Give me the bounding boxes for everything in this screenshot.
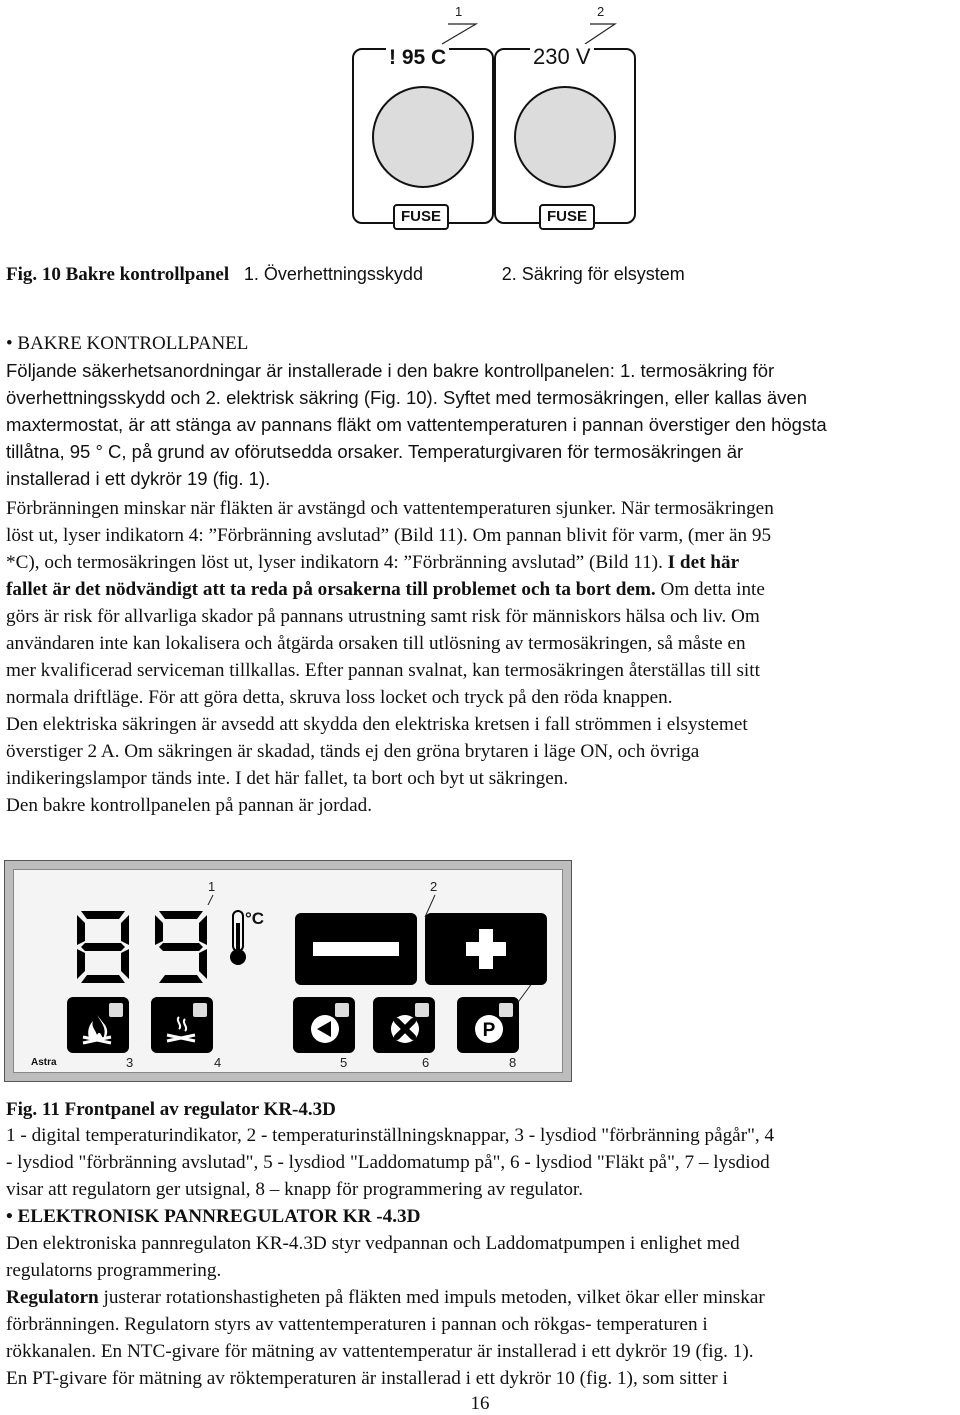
section1-heading: • BAKRE KONTROLLPANEL xyxy=(6,333,249,354)
combustion-ended-indicator xyxy=(151,997,213,1053)
section1-line-15: överstiger 2 A. Om säkringen är skadad, tänds ej den gröna brytaren i läge ON, och övriga xyxy=(6,741,700,762)
section2-line-2: - lysdiod "förbränning avslutad", 5 - lysdiod "Laddomatump på", 6 - lysdiod "Fläkt på", 7 – lysdiod xyxy=(6,1152,770,1173)
regulator-front-panel xyxy=(4,860,572,1082)
section1-line-6: Förbränningen minskar när fläkten är avstängd och vattentemperaturen sjunker. När termosäkringen xyxy=(6,498,774,519)
unit-label: °C xyxy=(245,909,265,928)
section1-line-10: görs är risk för allvarliga skador på pannans utrustning samt risk för människors hälsa och liv. Om xyxy=(6,606,760,627)
temperature-plus-button[interactable] xyxy=(425,913,547,985)
seven-segment-digits xyxy=(63,905,239,989)
fuse-2-label: FUSE xyxy=(539,204,595,230)
fig11-label-6: 6 xyxy=(422,1055,430,1070)
fig10-label-1: 1 xyxy=(455,4,463,19)
section1-line-7: löst ut, lyser indikatorn 4: ”Förbränning avslutad” (Bild 11). Om pannan blivit för varm, (mer än 95 xyxy=(6,525,772,546)
section1-line-11: användaren inte kan lokalisera och åtgärda orsaken till utlösning av termosäkringen, så måste en xyxy=(6,633,746,654)
section1-line-16: indikeringslampor tänds inte. I det här fallet, ta bort och byt ut säkringen. xyxy=(6,768,569,789)
fig10-caption-title: Fig. 10 Bakre kontrollpanel xyxy=(6,264,230,285)
pump-icon xyxy=(307,1011,343,1047)
section2-line-4: Den elektroniska pannregulaton KR-4.3D styr vedpannan och Laddomatpumpen i enlighet med xyxy=(6,1233,740,1254)
section1-line-1: Följande säkerhetsanordningar är installerade i den bakre kontrollpanelen: 1. termosäkring för xyxy=(6,360,775,381)
combustion-running-indicator xyxy=(67,997,129,1053)
section1-line-4: tillåtna, 95 ° C, på grund av oförutsedda orsaker. Temperaturgivaren för termosäkringen är xyxy=(6,441,744,462)
temperature-minus-button[interactable] xyxy=(295,913,417,985)
fig10-label-2: 2 xyxy=(597,4,605,19)
laddomat-pump-indicator xyxy=(293,997,355,1053)
fig11-label-4: 4 xyxy=(214,1055,222,1070)
section1-line-13: normala driftläge. För att göra detta, skruva loss locket och tryck på den röda knappen. xyxy=(6,687,673,708)
fan-indicator xyxy=(373,997,435,1053)
fuse-holder[interactable] xyxy=(514,86,616,188)
flame-icon xyxy=(77,1011,117,1049)
page-number: 16 xyxy=(470,1393,490,1414)
section1-line-14: Den elektriska säkringen är avsedd att skydda den elektriska kretsen i fall strömmen i elsystemet xyxy=(6,714,748,735)
section1-line-5: installerad i ett dykrör 19 (fig. 1). xyxy=(6,468,271,489)
extinguished-flame-icon xyxy=(161,1011,201,1049)
section1-line-8: *C), och termosäkringen löst ut, lyser indikatorn 4: ”Förbränning avslutad” (Bild 11). I det här xyxy=(6,552,740,573)
fig10-caption-item1: 1. Överhettningsskydd xyxy=(243,264,423,284)
fig11-label-3: 3 xyxy=(126,1055,134,1070)
fan-icon xyxy=(387,1011,423,1047)
section2-line-8: rökkanalen. En NTC-givare för mätning av vattentemperatur är installerad i ett dykrör 19 (fig. 1). xyxy=(6,1341,754,1362)
section1-line-17: Den bakre kontrollpanelen på pannan är jordad. xyxy=(6,795,373,816)
section2-line-3: visar att regulatorn ger utsignal, 8 – knapp för programmering av regulator. xyxy=(6,1179,584,1200)
section1-line-9: fallet är det nödvändigt att ta reda på orsakerna till problemet och ta bort dem. Om detta inte xyxy=(6,579,765,600)
section1-line-12: mer kvalificerad serviceman tillkallas. Efter pannan svalnat, kan termosäkringen återställas till sitt xyxy=(6,660,760,681)
fig10-caption-item2: 2. Säkring för elsystem xyxy=(501,264,685,284)
program-button[interactable] xyxy=(457,997,519,1053)
section2-line-5: regulatorns programmering. xyxy=(6,1260,222,1281)
section2-line-6: Regulatorn justerar rotationshastigheten på fläkten med impuls metoden, vilket ökar eller minskar xyxy=(6,1287,765,1308)
fig11-label-1: 1 xyxy=(208,879,216,894)
brand-logo: Astra xyxy=(31,1057,57,1068)
fig10-caption xyxy=(6,264,685,286)
fig11-label-2: 2 xyxy=(430,879,438,894)
section1-line-3: maxtermostat, är att stänga av pannans fläkt om vattentemperaturen i pannan överstiger den högsta xyxy=(6,414,827,435)
temperature-display xyxy=(63,905,239,989)
section2-line-9: En PT-givare för mätning av röktemperaturen är installerad i ett dykrör 10 (fig. 1), som sitter i xyxy=(6,1368,728,1389)
fig11-label-5: 5 xyxy=(340,1055,348,1070)
fuse-1-label: FUSE xyxy=(393,204,449,230)
section1-line-2: överhettningsskydd och 2. elektrisk säkring (Fig. 10). Syftet med termosäkringen, eller kallas även xyxy=(6,387,808,408)
svg-text:P: P xyxy=(482,1020,496,1041)
p-icon xyxy=(471,1011,507,1047)
voltage-label: 230 V xyxy=(530,44,594,70)
fig11-caption: Fig. 11 Frontpanel av regulator KR-4.3D xyxy=(6,1099,336,1120)
overheat-reset-button[interactable] xyxy=(372,86,474,188)
section2-heading: • ELEKTRONISK PANNREGULATOR KR -4.3D xyxy=(6,1206,421,1227)
section2-line-1: 1 - digital temperaturindikator, 2 - temperaturinställningsknappar, 3 - lysdiod "förbränning pågår", 4 xyxy=(6,1125,775,1146)
section2-line-7: förbränningen. Regulatorn styrs av vattentemperaturen i pannan och rökgas- temperaturen i xyxy=(6,1314,708,1335)
fig11-label-8: 8 xyxy=(509,1055,517,1070)
minus-icon xyxy=(313,942,399,956)
overheat-label: ! 95 C xyxy=(386,46,449,70)
